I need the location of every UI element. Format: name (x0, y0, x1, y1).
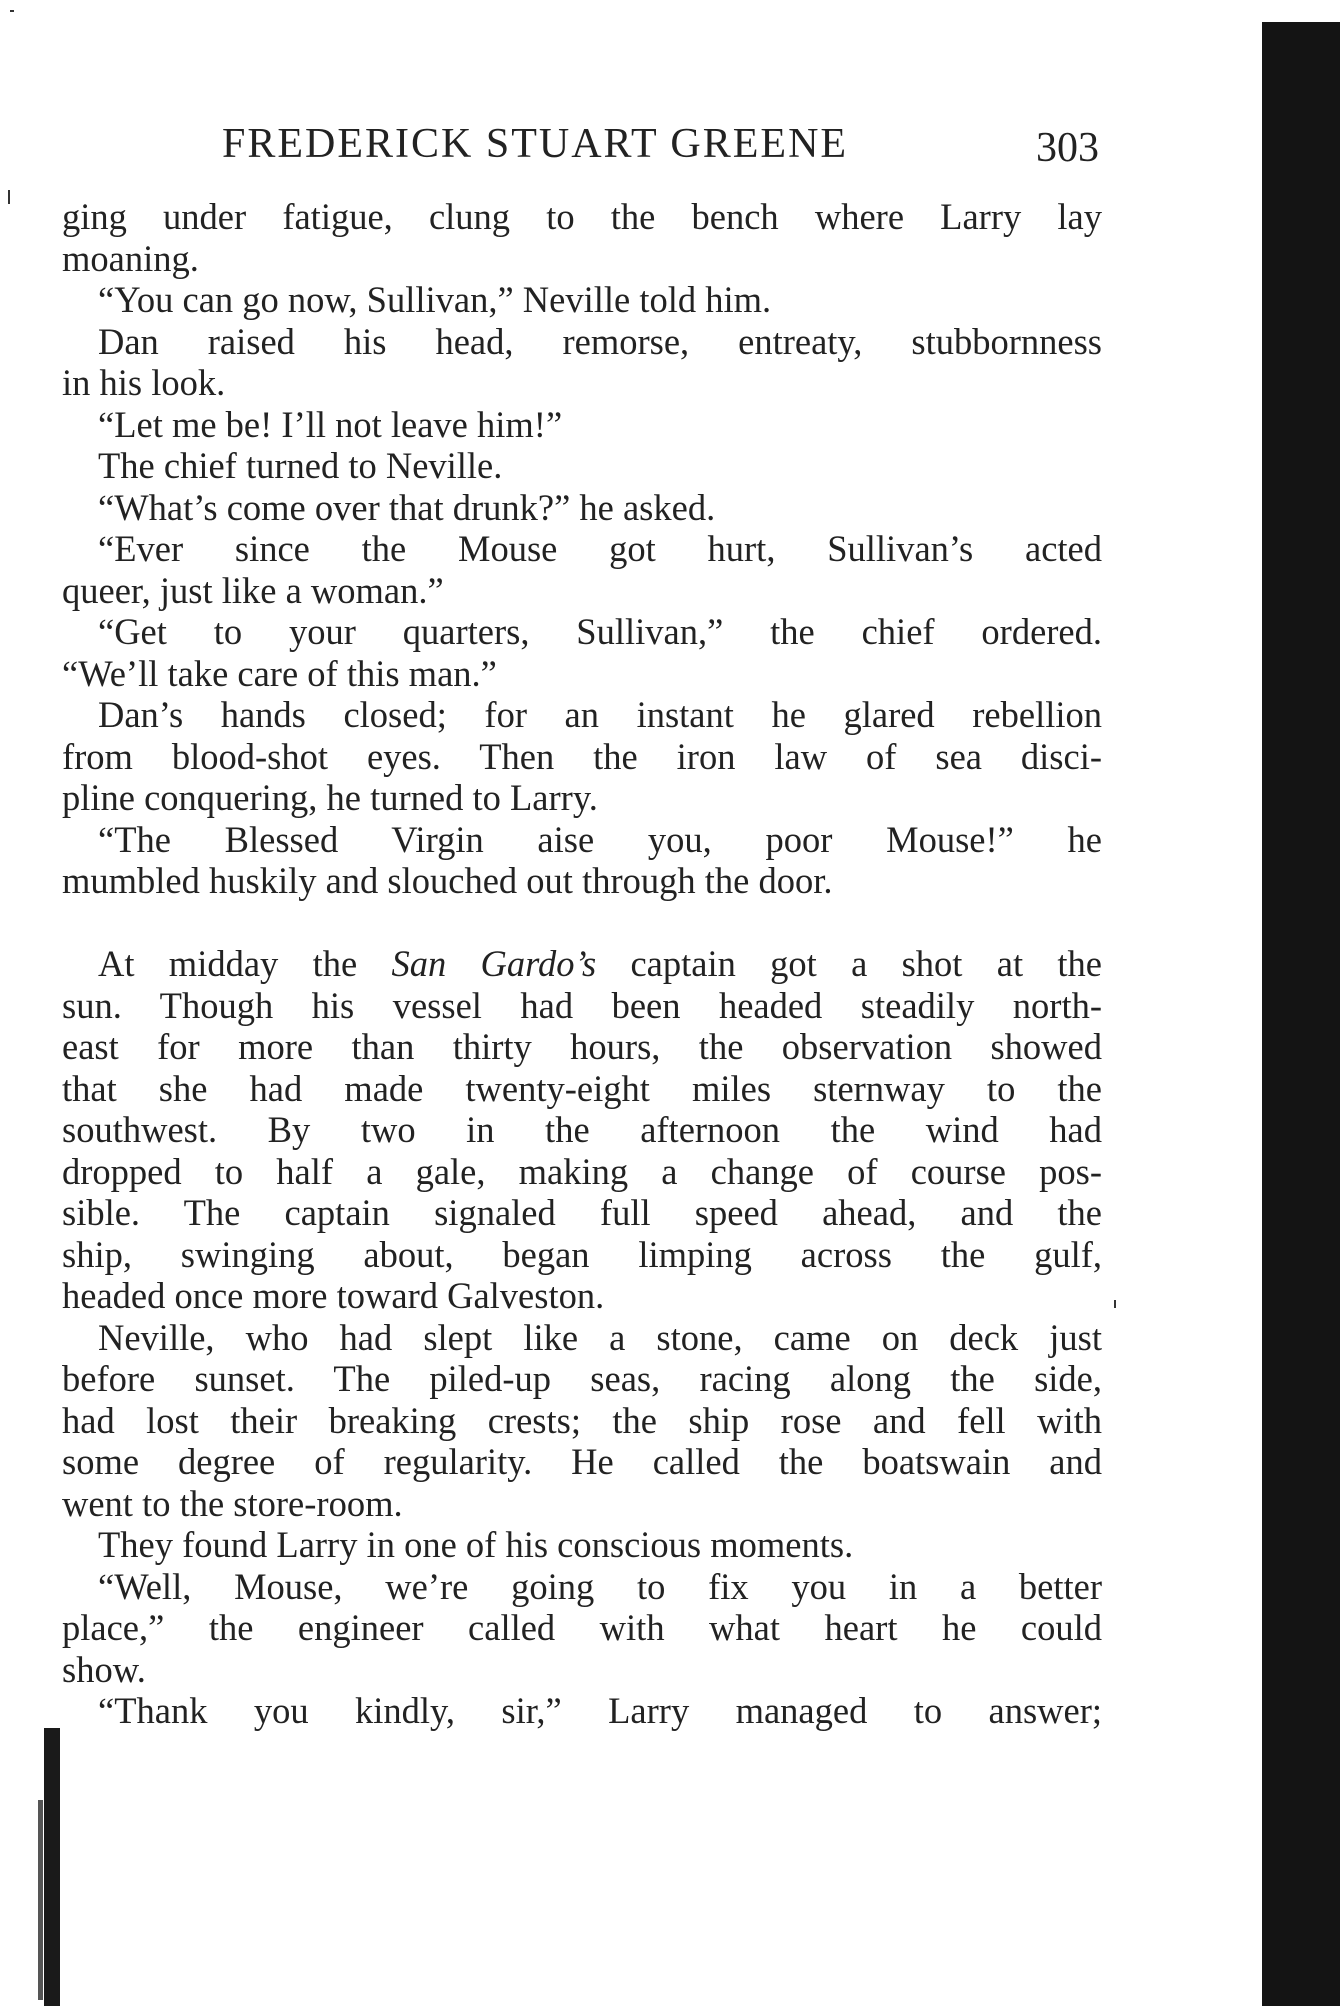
body-text (62, 196, 1102, 1732)
scan-speck (1114, 1300, 1116, 1308)
text-span: At midday the (98, 943, 392, 984)
text-line: Neville, who had slept like a stone, came on deck just (98, 1316, 1102, 1358)
text-line: headed once more toward Galveston. (62, 1275, 605, 1316)
text-line: “Ever since the Mouse got hurt, Sullivan’s acted (98, 528, 1102, 569)
text-line: “Thank you kindly, sir,” Larry managed to answer; (98, 1690, 1102, 1731)
text-line: “Get to your quarters, Sullivan,” the chief ordered. (98, 611, 1102, 652)
text-line: “We’ll take care of this man.” (62, 652, 497, 694)
page-number: 303 (1036, 125, 1099, 171)
text-line: Dan raised his head, remorse, entreaty, stubbornness (98, 320, 1102, 362)
text-line: They found Larry in one of his conscious moments. (98, 1524, 854, 1565)
scan-edge-shadow-left-thin (38, 1800, 43, 2000)
text-line: “Well, Mouse, we’re going to fix you in a better (98, 1565, 1102, 1607)
text-line: The chief turned to Neville. (98, 445, 503, 486)
running-header: FREDERICK STUART GREENE (222, 121, 849, 167)
text-line: “The Blessed Virgin aise you, poor Mouse!” he (98, 818, 1102, 860)
text-span: captain got a shot at the (596, 943, 1102, 984)
text-line: some degree of regularity. He called the boatswain and (62, 1441, 1102, 1482)
text-line: before sunset. The piled-up seas, racing along the side, (62, 1358, 1102, 1399)
text-line: had lost their breaking crests; the ship rose and fell with (62, 1399, 1102, 1441)
text-line: went to the store-room. (62, 1482, 403, 1524)
text-line: dropped to half a gale, making a change of course pos- (62, 1150, 1102, 1192)
text-line: show. (62, 1648, 146, 1690)
scan-edge-shadow-left (44, 1728, 60, 2006)
text-line: pline conquering, he turned to Larry. (62, 777, 598, 818)
text-line: “Let me be! I’ll not leave him!” (98, 403, 563, 445)
text-line: sible. The captain signaled full speed ahead, and the (62, 1192, 1102, 1233)
text-line: southwest. By two in the afternoon the wind had (62, 1109, 1102, 1150)
text-line: “What’s come over that drunk?” he asked. (98, 486, 716, 528)
text-line (62, 943, 1102, 985)
text-line: queer, just like a woman.” (62, 569, 444, 611)
text-line: mumbled huskily and slouched out through the door. (62, 860, 833, 901)
text-line: from blood-shot eyes. Then the iron law of sea disci- (62, 735, 1102, 777)
text-line: place,” the engineer called with what heart he could (62, 1607, 1102, 1648)
text-line: in his look. (62, 362, 226, 403)
text-line: Dan’s hands closed; for an instant he glared rebellion (98, 694, 1102, 735)
text-line: east for more than thirty hours, the observation showed (62, 1026, 1102, 1067)
text-line: ship, swinging about, began limping across the gulf, (62, 1233, 1102, 1275)
text-line: ging under fatigue, clung to the bench where Larry lay (62, 196, 1102, 237)
ship-name: San Gardo’s (391, 943, 597, 984)
text-line: “You can go now, Sullivan,” Neville told him. (98, 279, 772, 320)
section-break (62, 902, 1102, 944)
text-line: that she had made twenty-eight miles sternway to the (62, 1067, 1102, 1109)
text-line: moaning. (62, 237, 199, 279)
scan-speck (8, 190, 10, 204)
scan-edge-shadow-right (1262, 22, 1340, 2006)
text-line: sun. Though his vessel had been headed steadily north- (62, 984, 1102, 1026)
scan-speck (10, 10, 14, 12)
